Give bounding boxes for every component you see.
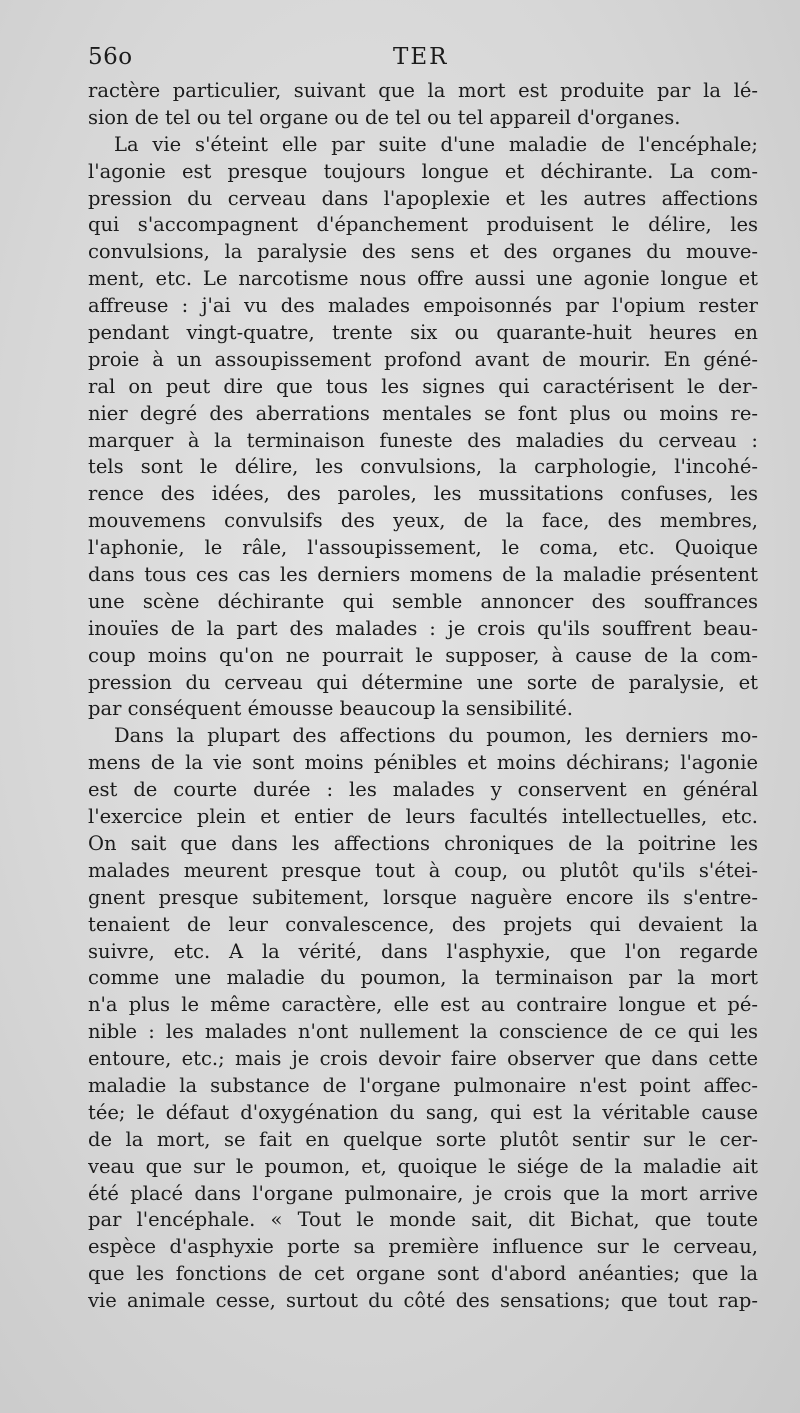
text-line: rence des idées, des paroles, les mussitations confuses, les bbox=[88, 482, 758, 506]
text-line: espèce d'asphyxie porte sa première influence sur le cerveau, bbox=[88, 1235, 758, 1259]
text-line: été placé dans l'organe pulmonaire, je crois que la mort arrive bbox=[88, 1181, 758, 1205]
text-line: est de courte durée : les malades y conservent en général bbox=[88, 778, 758, 802]
text-line: ment, etc. Le narcotisme nous offre aussi une agonie longue et bbox=[88, 267, 758, 291]
text-line: On sait que dans les affections chroniques de la poitrine les bbox=[88, 831, 758, 855]
text-line: proie à un assoupissement profond avant de mourir. En géné- bbox=[88, 347, 758, 371]
text-line: veau que sur le poumon, et, quoique le siége de la maladie ait bbox=[88, 1154, 758, 1178]
body-text bbox=[88, 78, 758, 1315]
text-line: Dans la plupart des affections du poumon, les derniers mo- bbox=[114, 724, 758, 748]
text-line: ral on peut dire que tous les signes qui caractérisent le der- bbox=[88, 374, 758, 398]
text-line: tée; le défaut d'oxygénation du sang, qui est la véritable cause bbox=[88, 1100, 758, 1124]
text-line: inouïes de la part des malades : je crois qu'ils souffrent beau- bbox=[88, 616, 758, 640]
text-line: par conséquent émousse beaucoup la sensibilité. bbox=[88, 697, 573, 721]
text-line: nier degré des aberrations mentales se font plus ou moins re- bbox=[88, 401, 758, 425]
text-line: pression du cerveau qui détermine une sorte de paralysie, et bbox=[88, 670, 758, 694]
text-line: nible : les malades n'ont nullement la conscience de ce qui les bbox=[88, 1020, 758, 1044]
text-line: gnent presque subitement, lorsque naguère encore ils s'entre- bbox=[88, 885, 758, 909]
text-line: tels sont le délire, les convulsions, la carphologie, l'incohé- bbox=[88, 455, 758, 479]
text-line: La vie s'éteint elle par suite d'une maladie de l'encéphale; bbox=[114, 132, 758, 156]
text-line: pendant vingt-quatre, trente six ou quarante-huit heures en bbox=[88, 321, 758, 345]
text-line: suivre, etc. A la vérité, dans l'asphyxie, que l'on regarde bbox=[88, 939, 758, 963]
text-line: sion de tel ou tel organe ou de tel ou tel appareil d'organes. bbox=[88, 105, 681, 129]
text-line: entoure, etc.; mais je crois devoir faire observer que dans cette bbox=[88, 1047, 758, 1071]
text-line: l'agonie est presque toujours longue et déchirante. La com- bbox=[88, 159, 758, 183]
text-line: maladie la substance de l'organe pulmonaire n'est point affec- bbox=[88, 1073, 758, 1097]
text-line: dans tous ces cas les derniers momens de la maladie présentent bbox=[88, 563, 758, 587]
running-head: TER bbox=[393, 44, 449, 70]
text-line: n'a plus le même caractère, elle est au contraire longue et pé- bbox=[88, 993, 758, 1017]
text-line: convulsions, la paralysie des sens et des organes du mouve- bbox=[88, 240, 758, 264]
text-line: marquer à la terminaison funeste des maladies du cerveau : bbox=[88, 428, 758, 452]
text-line: ractère particulier, suivant que la mort est produite par la lé- bbox=[88, 79, 758, 102]
text-line: comme une maladie du poumon, la terminaison par la mort bbox=[88, 966, 758, 990]
text-line: mens de la vie sont moins pénibles et moins déchirans; l'agonie bbox=[88, 751, 758, 775]
page-number: 56o bbox=[88, 44, 133, 70]
text-line: pression du cerveau dans l'apoplexie et les autres affections bbox=[88, 186, 758, 210]
text-line: l'aphonie, le râle, l'assoupissement, le coma, etc. Quoique bbox=[88, 536, 758, 560]
text-line: qui s'accompagnent d'épanchement produisent le délire, les bbox=[88, 213, 758, 237]
text-line: coup moins qu'on ne pourrait le supposer, à cause de la com- bbox=[88, 643, 758, 667]
page-header bbox=[88, 44, 758, 76]
text-line: malades meurent presque tout à coup, ou plutôt qu'ils s'étei- bbox=[88, 858, 758, 882]
text-line: mouvemens convulsifs des yeux, de la face, des membres, bbox=[88, 509, 758, 533]
text-line: par l'encéphale. « Tout le monde sait, dit Bichat, que toute bbox=[88, 1208, 758, 1232]
text-line: vie animale cesse, surtout du côté des sensations; que tout rap- bbox=[88, 1289, 758, 1313]
text-line: une scène déchirante qui semble annoncer des souffrances bbox=[88, 589, 758, 613]
text-line: de la mort, se fait en quelque sorte plutôt sentir sur le cer- bbox=[88, 1127, 758, 1151]
text-line: que les fonctions de cet organe sont d'abord anéanties; que la bbox=[88, 1262, 758, 1286]
text-line: l'exercice plein et entier de leurs facultés intellectuelles, etc. bbox=[88, 805, 758, 829]
text-line: affreuse : j'ai vu des malades empoisonnés par l'opium rester bbox=[88, 294, 758, 318]
text-line: tenaient de leur convalescence, des projets qui devaient la bbox=[88, 912, 758, 936]
